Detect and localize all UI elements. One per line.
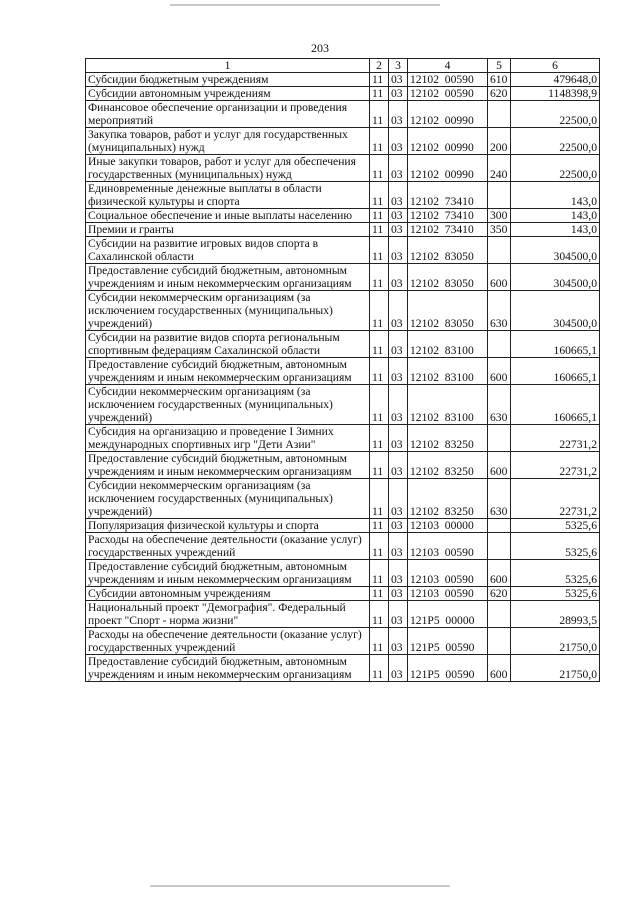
target-article-code: 12102 83250 [408, 479, 488, 519]
row-name: Расходы на обеспечение деятельности (оказание услуг) государственных учреждений [86, 628, 370, 655]
amount: 143,0 [511, 209, 600, 223]
table-row [86, 587, 600, 601]
target-article-code: 12102 73410 [408, 182, 488, 209]
expense-type-code: 620 [488, 587, 511, 601]
row-name: Предоставление субсидий бюджетным, автономным учреждениям и иным некоммерческим организациям [86, 655, 370, 682]
subsection-code: 03 [389, 452, 408, 479]
expense-type-code: 630 [488, 479, 511, 519]
amount: 21750,0 [511, 655, 600, 682]
expense-type-code [488, 628, 511, 655]
section-code: 11 [370, 655, 389, 682]
section-code: 11 [370, 452, 389, 479]
column-header: 1 [86, 59, 370, 73]
row-name: Предоставление субсидий бюджетным, автономным учреждениям и иным некоммерческим организациям [86, 452, 370, 479]
target-article-code: 12102 83100 [408, 331, 488, 358]
subsection-code: 03 [389, 291, 408, 331]
section-code: 11 [370, 601, 389, 628]
section-code: 11 [370, 358, 389, 385]
row-name: Субсидии автономным учреждениям [86, 587, 370, 601]
amount: 28993,5 [511, 601, 600, 628]
table-row [86, 331, 600, 358]
expense-type-code [488, 601, 511, 628]
subsection-code: 03 [389, 479, 408, 519]
table-row [86, 533, 600, 560]
scan-noise-bottom [0, 883, 640, 891]
section-code: 11 [370, 128, 389, 155]
target-article-code: 12103 00590 [408, 533, 488, 560]
section-code: 11 [370, 87, 389, 101]
subsection-code: 03 [389, 628, 408, 655]
amount: 21750,0 [511, 628, 600, 655]
table-row [86, 560, 600, 587]
table-row [86, 655, 600, 682]
expense-type-code: 620 [488, 87, 511, 101]
target-article-code: 12102 00990 [408, 128, 488, 155]
target-article-code: 12102 00590 [408, 73, 488, 87]
target-article-code: 12102 83050 [408, 264, 488, 291]
table-row [86, 223, 600, 237]
section-code: 11 [370, 182, 389, 209]
table-body [86, 73, 600, 682]
row-name: Предоставление субсидий бюджетным, автономным учреждениям и иным некоммерческим организациям [86, 358, 370, 385]
expense-type-code: 600 [488, 560, 511, 587]
subsection-code: 03 [389, 560, 408, 587]
target-article-code: 12103 00000 [408, 519, 488, 533]
expense-type-code [488, 519, 511, 533]
target-article-code: 12102 00590 [408, 87, 488, 101]
row-name: Премии и гранты [86, 223, 370, 237]
expense-type-code: 610 [488, 73, 511, 87]
table-row [86, 87, 600, 101]
target-article-code: 12102 73410 [408, 209, 488, 223]
row-name: Закупка товаров, работ и услуг для государственных (муниципальных) нужд [86, 128, 370, 155]
section-code: 11 [370, 264, 389, 291]
amount: 143,0 [511, 182, 600, 209]
subsection-code: 03 [389, 73, 408, 87]
row-name: Субсидии некоммерческим организациям (за исключением государственных (муниципальных) учреждений) [86, 385, 370, 425]
table-row [86, 628, 600, 655]
table-row [86, 209, 600, 223]
expense-type-code: 240 [488, 155, 511, 182]
target-article-code: 12103 00590 [408, 560, 488, 587]
target-article-code: 12103 00590 [408, 587, 488, 601]
target-article-code: 12102 83250 [408, 452, 488, 479]
section-code: 11 [370, 385, 389, 425]
section-code: 11 [370, 237, 389, 264]
subsection-code: 03 [389, 155, 408, 182]
amount: 22500,0 [511, 128, 600, 155]
amount: 22731,2 [511, 425, 600, 452]
amount: 304500,0 [511, 264, 600, 291]
amount: 304500,0 [511, 291, 600, 331]
table-row [86, 479, 600, 519]
row-name: Социальное обеспечение и иные выплаты населению [86, 209, 370, 223]
target-article-code: 12102 83100 [408, 358, 488, 385]
target-article-code: 12102 00990 [408, 155, 488, 182]
table-row [86, 155, 600, 182]
section-code: 11 [370, 587, 389, 601]
section-code: 11 [370, 560, 389, 587]
table-row [86, 128, 600, 155]
section-code: 11 [370, 223, 389, 237]
section-code: 11 [370, 155, 389, 182]
amount: 160665,1 [511, 385, 600, 425]
expense-type-code [488, 101, 511, 128]
row-name: Национальный проект "Демография". Федеральный проект "Спорт - норма жизни" [86, 601, 370, 628]
amount: 22731,2 [511, 479, 600, 519]
amount: 479648,0 [511, 73, 600, 87]
amount: 1148398,9 [511, 87, 600, 101]
subsection-code: 03 [389, 101, 408, 128]
amount: 5325,6 [511, 560, 600, 587]
row-name: Популяризация физической культуры и спорта [86, 519, 370, 533]
expense-type-code: 600 [488, 655, 511, 682]
subsection-code: 03 [389, 519, 408, 533]
target-article-code: 121P5 00590 [408, 628, 488, 655]
table-row [86, 425, 600, 452]
row-name: Финансовое обеспечение организации и проведения мероприятий [86, 101, 370, 128]
table-row [86, 101, 600, 128]
amount: 5325,6 [511, 533, 600, 560]
column-header: 6 [511, 59, 600, 73]
table-row [86, 601, 600, 628]
target-article-code: 121P5 00000 [408, 601, 488, 628]
column-header: 5 [488, 59, 511, 73]
subsection-code: 03 [389, 182, 408, 209]
row-name: Субсидии бюджетным учреждениям [86, 73, 370, 87]
subsection-code: 03 [389, 237, 408, 264]
subsection-code: 03 [389, 425, 408, 452]
amount: 22500,0 [511, 155, 600, 182]
table-row [86, 182, 600, 209]
column-header: 3 [389, 59, 408, 73]
table-row [86, 264, 600, 291]
amount: 22731,2 [511, 452, 600, 479]
table-row [86, 519, 600, 533]
expense-type-code: 600 [488, 358, 511, 385]
expense-type-code: 600 [488, 452, 511, 479]
table-row [86, 73, 600, 87]
column-header: 2 [370, 59, 389, 73]
amount: 160665,1 [511, 358, 600, 385]
expense-type-code: 630 [488, 385, 511, 425]
expense-type-code: 200 [488, 128, 511, 155]
expense-type-code: 600 [488, 264, 511, 291]
expense-type-code: 300 [488, 209, 511, 223]
row-name: Субсидии на развитие игровых видов спорта в Сахалинской области [86, 237, 370, 264]
target-article-code: 12102 83100 [408, 385, 488, 425]
table-row [86, 237, 600, 264]
row-name: Субсидия на организацию и проведение I Зимних международных спортивных игр "Дети Азии" [86, 425, 370, 452]
amount: 22500,0 [511, 101, 600, 128]
scan-noise-top [0, 0, 640, 8]
table-row [86, 452, 600, 479]
expense-type-code [488, 182, 511, 209]
subsection-code: 03 [389, 587, 408, 601]
section-code: 11 [370, 331, 389, 358]
subsection-code: 03 [389, 209, 408, 223]
amount: 160665,1 [511, 331, 600, 358]
row-name: Субсидии некоммерческим организациям (за исключением государственных (муниципальных) учреждений) [86, 479, 370, 519]
subsection-code: 03 [389, 223, 408, 237]
section-code: 11 [370, 291, 389, 331]
header-row [86, 59, 600, 73]
row-name: Единовременные денежные выплаты в области физической культуры и спорта [86, 182, 370, 209]
subsection-code: 03 [389, 655, 408, 682]
expense-type-code: 350 [488, 223, 511, 237]
subsection-code: 03 [389, 385, 408, 425]
amount: 5325,6 [511, 519, 600, 533]
section-code: 11 [370, 101, 389, 128]
table-row [86, 358, 600, 385]
amount: 5325,6 [511, 587, 600, 601]
column-header: 4 [408, 59, 488, 73]
target-article-code: 12102 00990 [408, 101, 488, 128]
subsection-code: 03 [389, 128, 408, 155]
subsection-code: 03 [389, 87, 408, 101]
row-name: Субсидии автономным учреждениям [86, 87, 370, 101]
row-name: Предоставление субсидий бюджетным, автономным учреждениям и иным некоммерческим организациям [86, 264, 370, 291]
expense-type-code: 630 [488, 291, 511, 331]
section-code: 11 [370, 209, 389, 223]
subsection-code: 03 [389, 533, 408, 560]
subsection-code: 03 [389, 331, 408, 358]
table-row [86, 385, 600, 425]
row-name: Субсидии некоммерческим организациям (за исключением государственных (муниципальных) учреждений) [86, 291, 370, 331]
target-article-code: 12102 83050 [408, 291, 488, 331]
row-name: Иные закупки товаров, работ и услуг для обеспечения государственных (муниципальных) нужд [86, 155, 370, 182]
target-article-code: 12102 73410 [408, 223, 488, 237]
expense-type-code [488, 425, 511, 452]
row-name: Расходы на обеспечение деятельности (оказание услуг) государственных учреждений [86, 533, 370, 560]
table-row [86, 291, 600, 331]
target-article-code: 12102 83050 [408, 237, 488, 264]
budget-table [85, 58, 600, 682]
subsection-code: 03 [389, 601, 408, 628]
section-code: 11 [370, 628, 389, 655]
amount: 304500,0 [511, 237, 600, 264]
section-code: 11 [370, 519, 389, 533]
expense-type-code [488, 331, 511, 358]
row-name: Предоставление субсидий бюджетным, автономным учреждениям и иным некоммерческим организациям [86, 560, 370, 587]
target-article-code: 121P5 00590 [408, 655, 488, 682]
row-name: Субсидии на развитие видов спорта региональным спортивным федерациям Сахалинской области [86, 331, 370, 358]
page-number: 203 [311, 41, 329, 55]
section-code: 11 [370, 479, 389, 519]
amount: 143,0 [511, 223, 600, 237]
target-article-code: 12102 83250 [408, 425, 488, 452]
subsection-code: 03 [389, 358, 408, 385]
section-code: 11 [370, 425, 389, 452]
section-code: 11 [370, 73, 389, 87]
subsection-code: 03 [389, 264, 408, 291]
expense-type-code [488, 533, 511, 560]
expense-type-code [488, 237, 511, 264]
section-code: 11 [370, 533, 389, 560]
